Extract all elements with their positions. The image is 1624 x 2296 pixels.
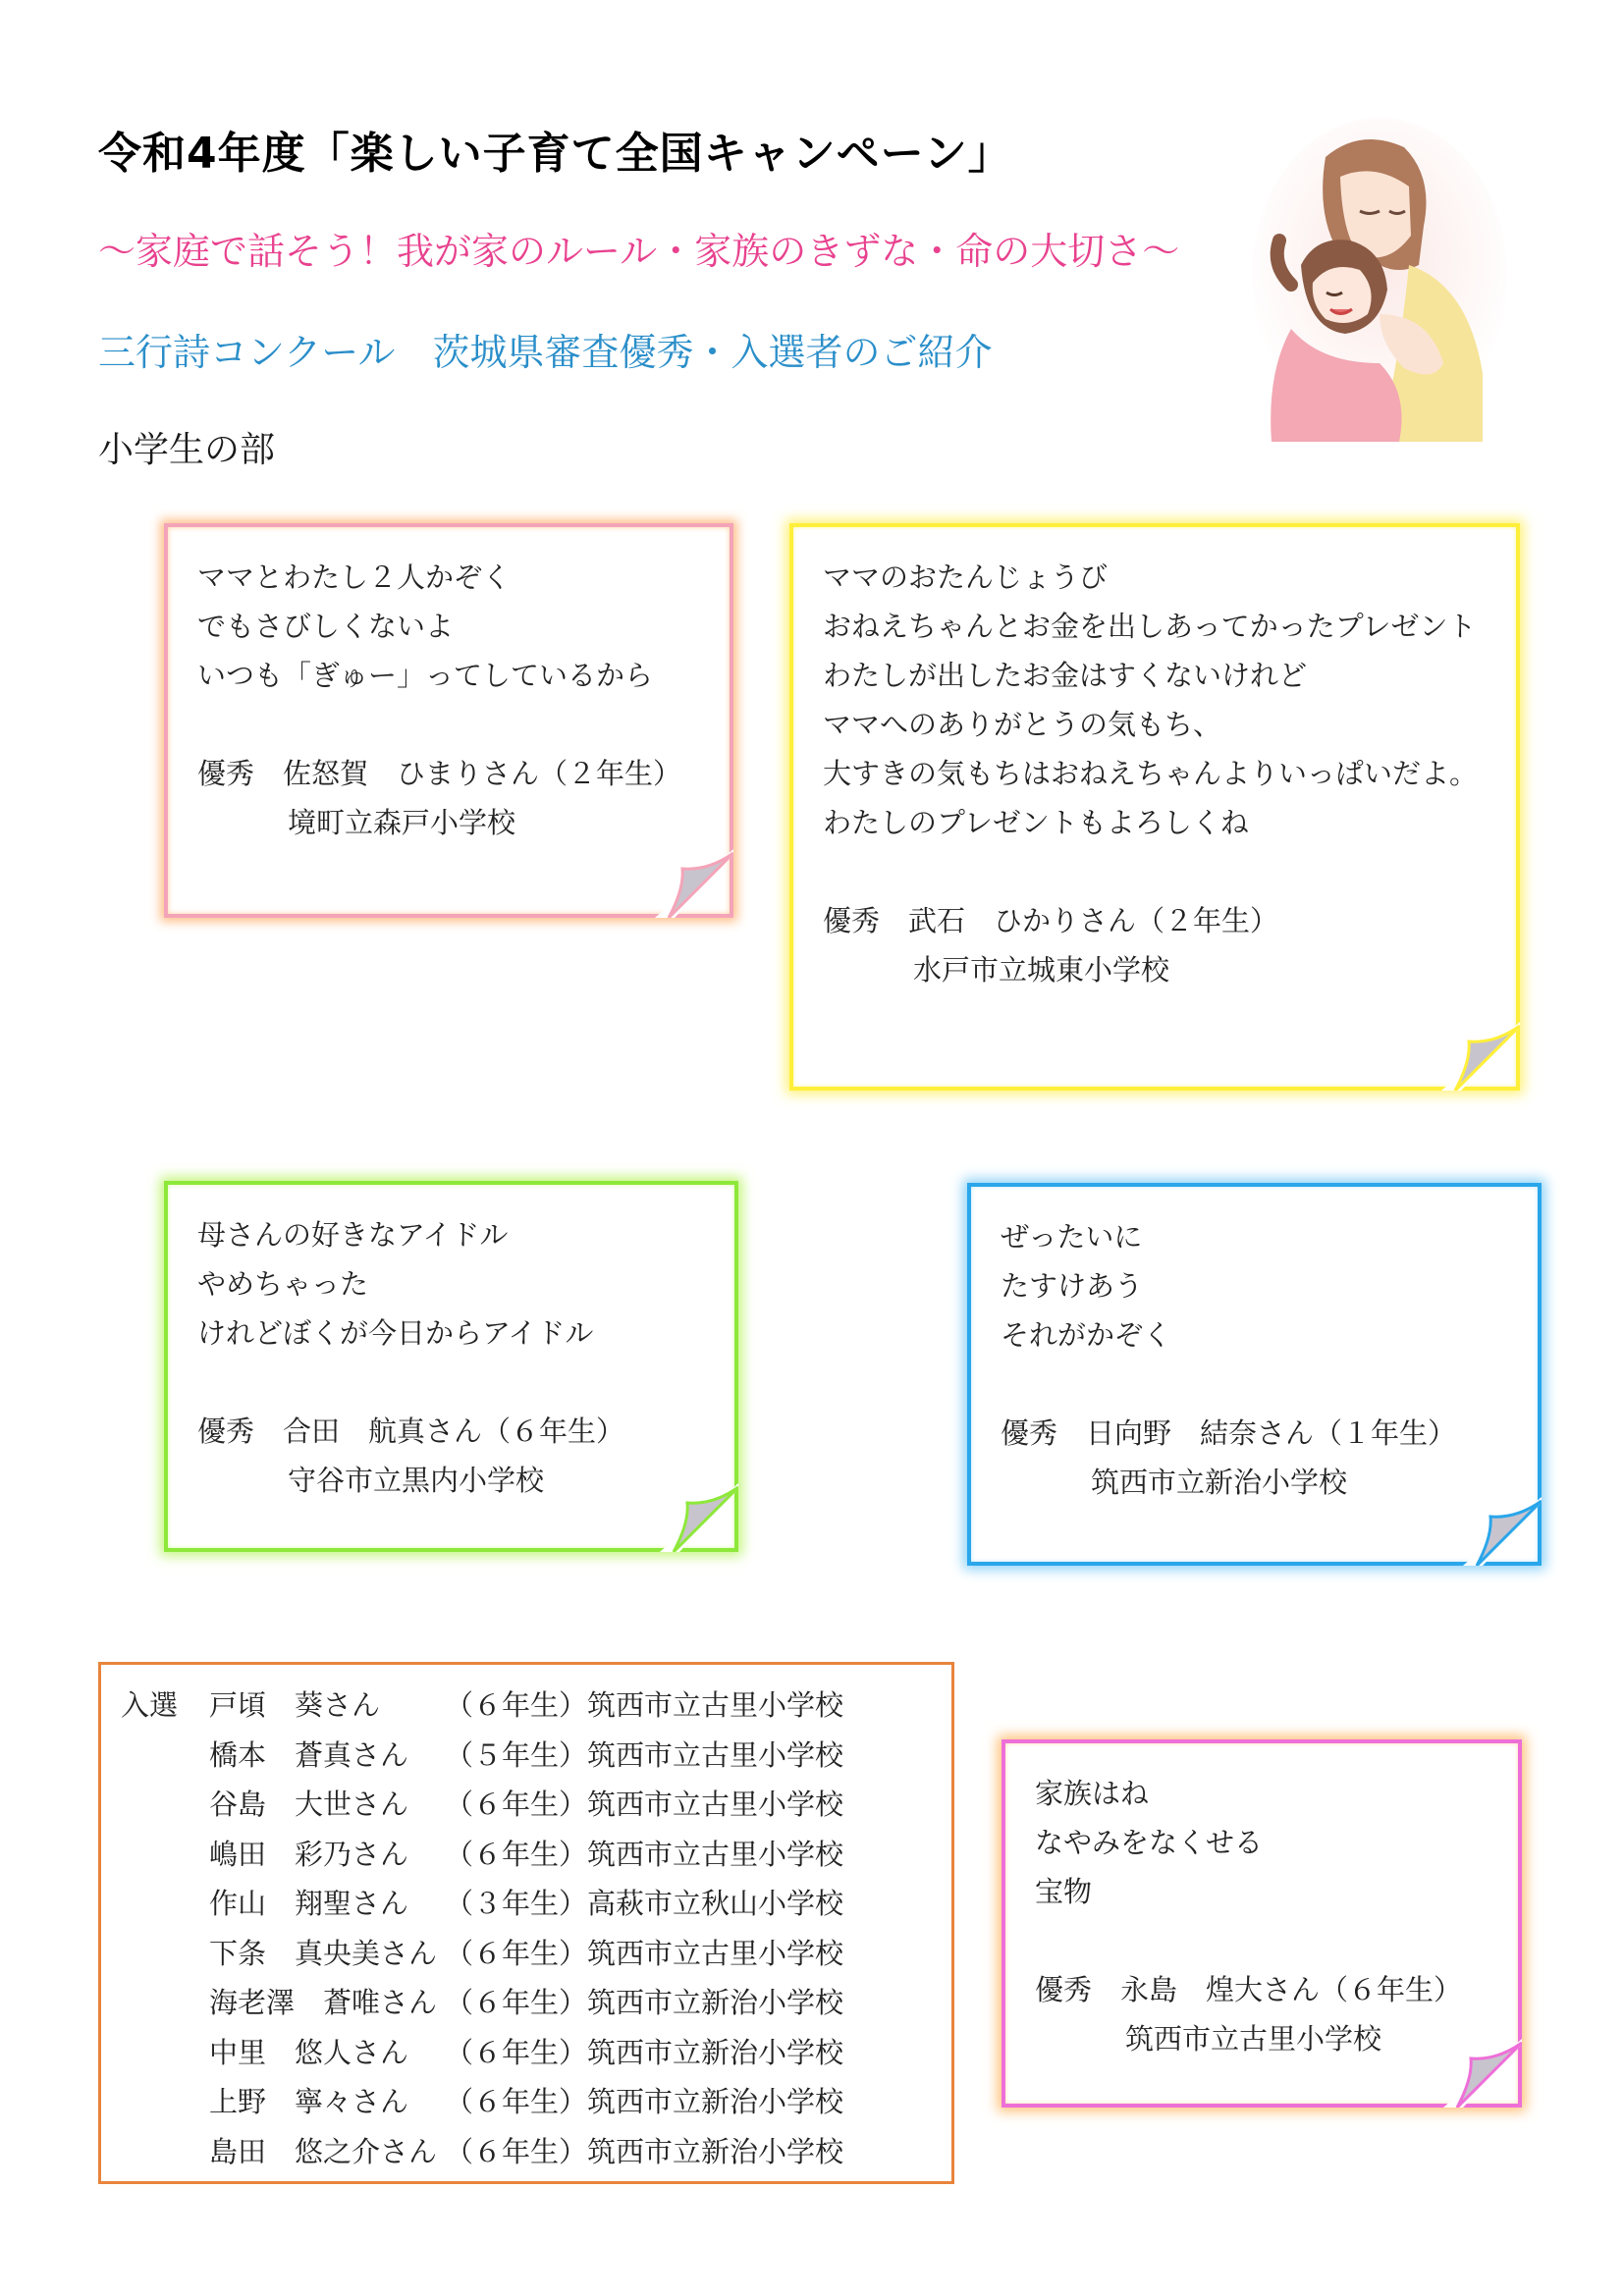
school-name: 水戸市立城東小学校 bbox=[913, 953, 1170, 987]
list-item bbox=[121, 1978, 843, 2028]
entrant-grade: （５年生） bbox=[445, 1737, 588, 1772]
entrant-grade: （３年生） bbox=[445, 1887, 588, 1920]
award-winner: 優秀 永島 煌大さん（６年生） bbox=[1035, 1973, 1463, 2006]
page-curl-icon bbox=[1443, 2039, 1522, 2108]
poem-line: ママのおたんじょうび bbox=[823, 561, 1109, 594]
entrant-name: 下条 真央美さん bbox=[209, 1936, 438, 1970]
list-item bbox=[121, 1879, 843, 1929]
school-name: 守谷市立黒内小学校 bbox=[288, 1464, 545, 1497]
poem-line: ママへのありがとうの気もち、 bbox=[823, 708, 1222, 741]
poem-card-3 bbox=[164, 1181, 738, 1552]
poem-line: なやみをなくせる bbox=[1035, 1826, 1264, 1859]
poem-card-2 bbox=[789, 523, 1520, 1091]
list-item bbox=[121, 1780, 843, 1830]
entrant-name: 戸頃 葵さん bbox=[209, 1688, 381, 1722]
page-curl-icon bbox=[1441, 1022, 1520, 1091]
page-title: 令和4年度「楽しい子育て全国キャンペーン」 bbox=[98, 129, 1012, 179]
poem-line: 大すきの気もちはおねえちゃんよりいっぱいだよ。 bbox=[823, 757, 1479, 790]
list-item bbox=[121, 1731, 843, 1781]
mother-hugging-child-illustration bbox=[1232, 118, 1507, 452]
poem-line: おねえちゃんとお金を出しあってかったプレゼント bbox=[823, 610, 1477, 643]
entrant-name: 島田 悠之介さん bbox=[209, 2134, 438, 2168]
list-item bbox=[121, 2127, 843, 2177]
poem-line: いつも「ぎゅー」ってしているから bbox=[197, 659, 654, 692]
list-item bbox=[121, 2028, 843, 2078]
entrant-grade: （６年生） bbox=[445, 2134, 588, 2168]
page-curl-icon bbox=[1463, 1497, 1542, 1566]
entrant-name: 橋本 蒼真さん bbox=[209, 1737, 409, 1772]
entrant-school: 筑西市立古里小学校 bbox=[587, 1788, 844, 1821]
entrant-school: 筑西市立新治小学校 bbox=[587, 1986, 844, 2019]
school-name: 筑西市立古里小学校 bbox=[1125, 2022, 1382, 2056]
entrant-name: 海老澤 蒼唯さん bbox=[209, 1986, 438, 2019]
entrant-school: 筑西市立古里小学校 bbox=[587, 1936, 844, 1970]
contest-heading: 三行詩コンクール 茨城県審査優秀・入選者のご紹介 bbox=[98, 331, 993, 374]
entrant-grade: （６年生） bbox=[445, 2085, 588, 2118]
entrant-grade: （６年生） bbox=[445, 2035, 588, 2069]
list-item bbox=[121, 2077, 843, 2127]
entrant-school: 高萩市立秋山小学校 bbox=[587, 1887, 844, 1920]
poem-line: 家族はね bbox=[1035, 1777, 1150, 1810]
entrant-school: 筑西市立古里小学校 bbox=[587, 1737, 844, 1772]
list-item bbox=[121, 1830, 843, 1880]
entrant-name: 嶋田 彩乃さん bbox=[209, 1837, 409, 1871]
entrant-name: 谷島 大世さん bbox=[209, 1788, 409, 1821]
entrant-school: 筑西市立新治小学校 bbox=[587, 2085, 844, 2118]
school-name: 境町立森戸小学校 bbox=[288, 806, 516, 839]
entrant-grade: （６年生） bbox=[445, 1837, 588, 1871]
selected-label: 入選 bbox=[121, 1688, 179, 1722]
entrant-school: 筑西市立新治小学校 bbox=[587, 2134, 844, 2168]
poem-line: たすけあう bbox=[1001, 1269, 1144, 1303]
poem-line: 母さんの好きなアイドル bbox=[197, 1218, 509, 1252]
award-winner: 優秀 合田 航真さん（６年生） bbox=[197, 1415, 625, 1448]
school-name: 筑西市立新治小学校 bbox=[1091, 1466, 1348, 1499]
award-winner: 優秀 日向野 結奈さん（１年生） bbox=[1001, 1416, 1457, 1450]
poem-card-5 bbox=[1001, 1739, 1522, 2108]
poem-line: ママとわたし２人かぞく bbox=[197, 561, 512, 594]
entrant-school: 筑西市立古里小学校 bbox=[587, 1688, 844, 1722]
poem-line: わたしが出したお金はすくないけれど bbox=[823, 659, 1308, 692]
section-heading: 小学生の部 bbox=[98, 430, 276, 470]
page-curl-icon bbox=[655, 849, 733, 918]
entrant-school: 筑西市立新治小学校 bbox=[587, 2035, 844, 2069]
poem-line: わたしのプレゼントもよろしくね bbox=[823, 806, 1249, 839]
poem-card-4 bbox=[967, 1183, 1542, 1566]
entrant-name: 中里 悠人さん bbox=[209, 2035, 409, 2069]
entrant-name: 作山 翔聖さん bbox=[209, 1887, 409, 1920]
entrant-school: 筑西市立古里小学校 bbox=[587, 1837, 844, 1871]
poem-line: それがかぞく bbox=[1001, 1318, 1172, 1352]
poem-line: けれどぼくが今日からアイドル bbox=[197, 1316, 594, 1350]
entrant-grade: （６年生） bbox=[445, 1788, 588, 1821]
selected-entrants-list bbox=[98, 1662, 954, 2184]
poem-line: 宝物 bbox=[1035, 1875, 1093, 1908]
entrant-name: 上野 寧々さん bbox=[209, 2085, 409, 2118]
list-item bbox=[121, 1929, 843, 1979]
entrant-grade: （６年生） bbox=[445, 1936, 588, 1970]
list-item bbox=[121, 1681, 843, 1731]
award-winner: 優秀 武石 ひかりさん（２年生） bbox=[823, 904, 1279, 937]
campaign-subtitle: ～家庭で話そう！我が家のルール・家族のきずな・命の大切さ～ bbox=[98, 230, 1180, 273]
poem-line: でもさびしくないよ bbox=[197, 610, 455, 643]
entrant-grade: （６年生） bbox=[445, 1986, 588, 2019]
poem-card-1 bbox=[164, 523, 733, 918]
entrant-grade: （６年生） bbox=[445, 1688, 588, 1722]
poem-line: ぜったいに bbox=[1001, 1220, 1143, 1254]
page-curl-icon bbox=[660, 1483, 738, 1552]
award-winner: 優秀 佐怒賀 ひまりさん（２年生） bbox=[197, 757, 682, 790]
poem-line: やめちゃった bbox=[197, 1267, 369, 1301]
